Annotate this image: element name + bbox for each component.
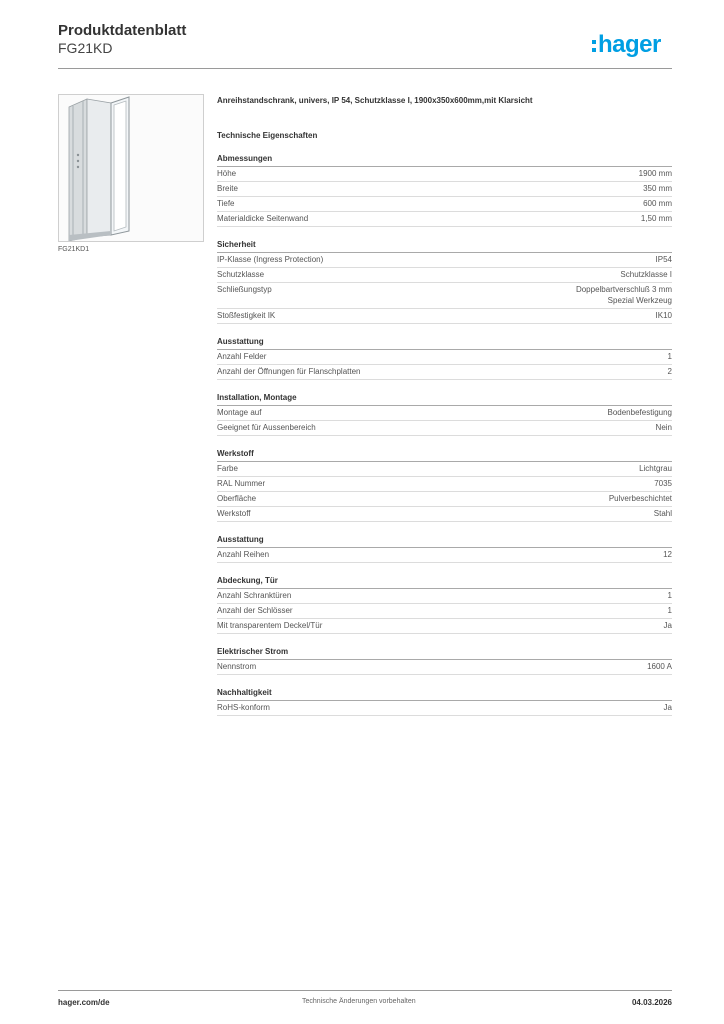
spec-label: Schließungstyp	[217, 285, 272, 294]
spec-group	[217, 153, 672, 227]
spec-row	[217, 660, 672, 675]
spec-label: Tiefe	[217, 199, 235, 208]
spec-label: Mit transparentem Deckel/Tür	[217, 621, 323, 630]
spec-row	[217, 212, 672, 227]
logo-text: hager	[598, 31, 661, 58]
spec-value: Doppelbartverschluß 3 mm Spezial Werkzeug	[575, 285, 672, 305]
spec-group-heading: Sicherheit	[217, 239, 672, 253]
spec-group	[217, 239, 672, 324]
spec-group-heading: Elektrischer Strom	[217, 646, 672, 660]
spec-value: Stahl	[653, 509, 672, 518]
spec-row	[217, 406, 672, 421]
spec-group-heading: Ausstattung	[217, 336, 672, 350]
spec-groups	[217, 153, 672, 716]
spec-row	[217, 253, 672, 268]
spec-value: 2	[667, 367, 672, 376]
spec-value: 7035	[654, 479, 672, 488]
spec-group	[217, 687, 672, 716]
spec-label: RoHS-konform	[217, 703, 270, 712]
spec-group-heading: Installation, Montage	[217, 392, 672, 406]
spec-row	[217, 619, 672, 634]
product-code: FG21KD	[58, 40, 113, 56]
footer-website: hager.com/de	[58, 998, 110, 1007]
spec-label: IP-Klasse (Ingress Protection)	[217, 255, 324, 264]
spec-label: Montage auf	[217, 408, 262, 417]
footer-date: 04.03.2026	[631, 998, 672, 1007]
spec-row	[217, 507, 672, 522]
spec-value: 1900 mm	[638, 169, 672, 178]
spec-row	[217, 604, 672, 619]
spec-group	[217, 448, 672, 522]
section-heading: Technische Eigenschaften	[217, 131, 318, 140]
spec-label: Höhe	[217, 169, 237, 178]
spec-label: Materialdicke Seitenwand	[217, 214, 309, 223]
spec-value: Schutzklasse I	[620, 270, 672, 279]
spec-label: RAL Nummer	[217, 479, 266, 488]
spec-value: IP54	[655, 255, 672, 264]
spec-row	[217, 365, 672, 380]
spec-label: Farbe	[217, 464, 238, 473]
spec-row	[217, 462, 672, 477]
spec-group	[217, 646, 672, 675]
spec-group-heading: Nachhaltigkeit	[217, 687, 672, 701]
spec-group-heading: Werkstoff	[217, 448, 672, 462]
spec-group	[217, 392, 672, 436]
spec-row	[217, 548, 672, 563]
spec-row	[217, 477, 672, 492]
spec-value: 1	[667, 606, 672, 615]
spec-label: Anzahl der Öffnungen für Flanschplatten	[217, 367, 361, 376]
page-title: Produktdatenblatt	[58, 22, 187, 39]
spec-value: Ja	[663, 621, 672, 630]
spec-value: 1	[667, 352, 672, 361]
spec-value: 350 mm	[643, 184, 672, 193]
spec-group-heading: Ausstattung	[217, 534, 672, 548]
spec-label: Schutzklasse	[217, 270, 265, 279]
spec-value: Bodenbefestigung	[607, 408, 672, 417]
spec-value: 12	[663, 550, 672, 559]
footer-divider	[58, 990, 672, 991]
spec-row	[217, 167, 672, 182]
spec-label: Werkstoff	[217, 509, 251, 518]
spec-label: Nennstrom	[217, 662, 257, 671]
spec-label: Breite	[217, 184, 238, 193]
spec-row	[217, 589, 672, 604]
spec-row	[217, 182, 672, 197]
spec-row	[217, 701, 672, 716]
spec-row	[217, 197, 672, 212]
spec-group	[217, 336, 672, 380]
spec-value: Nein	[655, 423, 672, 432]
spec-label: Stoßfestigkeit IK	[217, 311, 276, 320]
spec-value: Pulverbeschichtet	[608, 494, 672, 503]
spec-value: Ja	[663, 703, 672, 712]
product-description: Anreihstandschrank, univers, IP 54, Schutzklasse I, 1900x350x600mm,mit Klarsicht	[217, 96, 533, 105]
spec-value: Lichtgrau	[639, 464, 672, 473]
spec-group-heading: Abmessungen	[217, 153, 672, 167]
spec-row	[217, 350, 672, 365]
spec-value: 1,50 mm	[640, 214, 672, 223]
spec-label: Anzahl Felder	[217, 352, 267, 361]
spec-row	[217, 309, 672, 324]
product-image	[58, 94, 204, 242]
spec-row	[217, 283, 672, 309]
spec-value: IK10	[655, 311, 672, 320]
spec-group	[217, 575, 672, 634]
spec-row	[217, 492, 672, 507]
footer-notice: Technische Änderungen vorbehalten	[302, 998, 416, 1005]
spec-value: 1	[667, 591, 672, 600]
image-caption: FG21KD1	[58, 246, 90, 253]
hager-logo	[592, 28, 674, 58]
spec-label: Anzahl der Schlösser	[217, 606, 293, 615]
spec-value: 600 mm	[643, 199, 672, 208]
spec-label: Geeignet für Aussenbereich	[217, 423, 316, 432]
cabinet-illustration	[59, 95, 203, 241]
spec-value: 1600 A	[647, 662, 672, 671]
spec-row	[217, 268, 672, 283]
spec-label: Oberfläche	[217, 494, 257, 503]
spec-group	[217, 534, 672, 563]
spec-label: Anzahl Reihen	[217, 550, 270, 559]
spec-label: Anzahl Schranktüren	[217, 591, 292, 600]
spec-content	[217, 95, 672, 716]
header-divider	[58, 68, 672, 69]
spec-row	[217, 421, 672, 436]
spec-group-heading: Abdeckung, Tür	[217, 575, 672, 589]
